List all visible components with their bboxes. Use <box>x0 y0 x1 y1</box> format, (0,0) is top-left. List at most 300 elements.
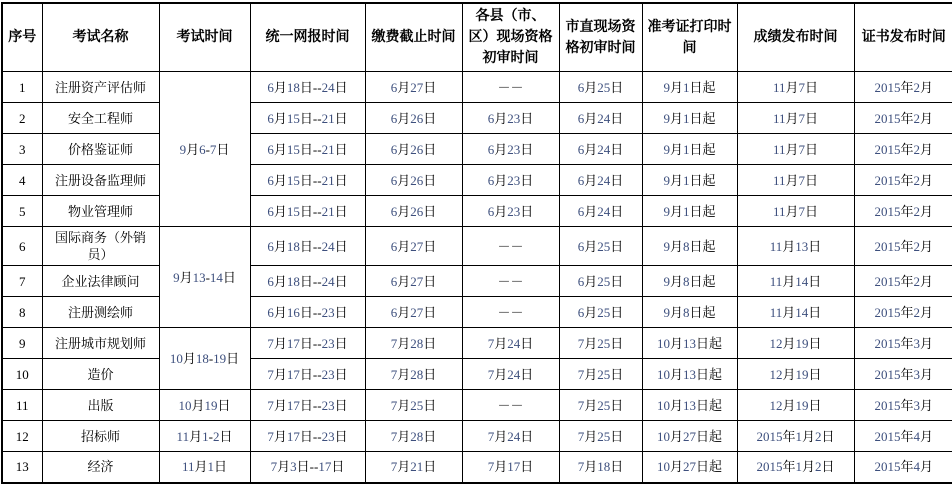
date-number: 7 <box>267 335 274 351</box>
date-number: 2 <box>913 172 920 188</box>
table-row <box>2 328 952 359</box>
date-number: 7 <box>390 335 398 351</box>
date-number: 2015 <box>874 459 901 475</box>
date-number: 2015 <box>756 428 783 444</box>
cell-ticket-print: 10月13日起 <box>642 359 737 390</box>
cell-city-review: 7月25日 <box>559 359 642 390</box>
date-number: 2 <box>913 273 920 289</box>
date-number: 1 <box>795 428 802 444</box>
table-row <box>2 452 952 483</box>
date-number: 24 <box>321 238 335 254</box>
cell-online-reg: 6月18日--24日 <box>250 266 365 297</box>
date-number: 2015 <box>874 238 901 254</box>
date-number: 6 <box>577 238 585 254</box>
table-row <box>2 72 952 103</box>
cell-online-reg: 7月17日--23日 <box>250 390 365 421</box>
date-number: 2 <box>815 459 822 475</box>
date-number: 6 <box>390 141 398 157</box>
cell-score-release: 11月7日 <box>737 196 854 227</box>
cell-county-review: 7月17日 <box>462 452 559 483</box>
date-number: 7 <box>390 366 398 382</box>
date-number: 13 <box>683 335 696 351</box>
date-number: 2 <box>913 203 920 219</box>
date-number: 10 <box>169 351 183 366</box>
date-number: 23 <box>321 335 335 351</box>
cell-no: 11 <box>2 390 42 421</box>
cell-no: 6 <box>2 227 42 266</box>
date-number: 1 <box>202 428 209 444</box>
date-number: 10 <box>656 428 670 444</box>
cell-county-review: －－ <box>462 227 559 266</box>
date-number: 23 <box>507 141 521 157</box>
date-number: 2 <box>913 238 920 254</box>
date-number: 9 <box>663 203 670 219</box>
date-number: 3 <box>913 366 920 382</box>
date-number: 24 <box>321 79 335 95</box>
column-header-ticket-print: 准考证打印时间 <box>642 3 737 72</box>
date-number: 26 <box>410 141 424 157</box>
date-number: 28 <box>410 335 424 351</box>
column-header-city-review: 市直现场资格初审时间 <box>559 3 642 72</box>
column-header-cert-release: 证书发布时间 <box>854 3 952 72</box>
date-number: 25 <box>597 79 611 95</box>
cell-exam-name: 注册测绘师 <box>42 297 159 328</box>
cell-no: 8 <box>2 297 42 328</box>
date-number: 1 <box>683 110 690 126</box>
date-number: 7 <box>577 459 585 475</box>
date-number: 10 <box>656 366 670 382</box>
date-number: 13 <box>192 269 206 285</box>
date-number: 15 <box>286 141 300 157</box>
table-row <box>2 134 952 165</box>
date-number: 2 <box>913 110 920 126</box>
date-number: 6 <box>577 172 585 188</box>
date-number: 24 <box>597 203 611 219</box>
date-number: 9 <box>663 238 670 254</box>
table-row <box>2 421 952 452</box>
date-number: 21 <box>321 110 335 126</box>
date-number: 7 <box>577 428 585 444</box>
date-number: 9 <box>663 172 670 188</box>
table-header <box>2 3 952 72</box>
date-number: 6 <box>487 110 495 126</box>
cell-ticket-print: 9月1日起 <box>642 134 737 165</box>
date-number: 7 <box>487 335 495 351</box>
cell-score-release: 11月14日 <box>737 266 854 297</box>
date-number: 6 <box>199 141 206 157</box>
date-number: 2015 <box>874 428 901 444</box>
cell-online-reg: 6月15日--21日 <box>250 134 365 165</box>
date-number: 27 <box>410 273 424 289</box>
date-number: 27 <box>410 304 424 320</box>
date-number: 28 <box>410 366 424 382</box>
date-number: 11 <box>769 273 783 289</box>
date-number: 6 <box>390 203 398 219</box>
cell-city-review: 6月24日 <box>559 134 642 165</box>
date-number: 7 <box>270 459 278 475</box>
cell-cert-release: 2015年2月 <box>854 72 952 103</box>
date-number: 11 <box>772 172 786 188</box>
date-number: 25 <box>597 397 611 413</box>
date-number: 7 <box>209 141 217 157</box>
cell-county-review: －－ <box>462 72 559 103</box>
cell-no: 1 <box>2 72 42 103</box>
date-number: 21 <box>410 459 424 475</box>
date-number: 7 <box>798 141 806 157</box>
cell-city-review: 6月25日 <box>559 266 642 297</box>
cell-ticket-print: 9月1日起 <box>642 165 737 196</box>
date-number: 25 <box>597 335 611 351</box>
date-number: 7 <box>267 366 274 382</box>
date-number: 8 <box>683 238 690 254</box>
date-number: 1 <box>683 79 690 95</box>
date-number: 27 <box>410 79 424 95</box>
date-number: 6 <box>267 110 274 126</box>
cell-ticket-print: 9月8日起 <box>642 266 737 297</box>
page <box>0 2 952 494</box>
cell-pay-deadline: 6月27日 <box>365 297 462 328</box>
date-number: 12 <box>769 335 783 351</box>
cell-county-review: 6月23日 <box>462 196 559 227</box>
date-number: 6 <box>267 172 274 188</box>
date-number: 8 <box>683 304 690 320</box>
table-row <box>2 103 952 134</box>
cell-score-release: 12月19日 <box>737 390 854 421</box>
date-number: 8 <box>683 273 690 289</box>
cell-pay-deadline: 7月28日 <box>365 359 462 390</box>
cell-online-reg: 6月15日--21日 <box>250 196 365 227</box>
table-row <box>2 359 952 390</box>
date-number: 10 <box>656 459 670 475</box>
cell-exam-name: 出版 <box>42 390 159 421</box>
cell-pay-deadline: 7月28日 <box>365 421 462 452</box>
cell-online-reg: 6月18日--24日 <box>250 227 365 266</box>
date-number: 6 <box>390 273 398 289</box>
date-number: 11 <box>772 79 786 95</box>
date-number: 7 <box>487 459 495 475</box>
date-number: 7 <box>487 366 495 382</box>
cell-cert-release: 2015年2月 <box>854 266 952 297</box>
cell-score-release: 12月19日 <box>737 328 854 359</box>
cell-online-reg: 7月17日--23日 <box>250 359 365 390</box>
date-number: 26 <box>410 172 424 188</box>
date-number: 23 <box>507 203 521 219</box>
cell-exam-name: 国际商务（外销员） <box>42 227 159 266</box>
cell-no: 12 <box>2 421 42 452</box>
date-number: 27 <box>683 428 696 444</box>
date-number: 15 <box>286 172 300 188</box>
table-row <box>2 165 952 196</box>
cell-city-review: 6月25日 <box>559 227 642 266</box>
date-number: 3 <box>290 459 297 475</box>
date-number: 13 <box>795 238 809 254</box>
cell-pay-deadline: 7月28日 <box>365 328 462 359</box>
date-number: 24 <box>597 110 611 126</box>
cell-score-release: 11月7日 <box>737 134 854 165</box>
date-number: 4 <box>913 459 920 475</box>
date-number: 6 <box>577 141 585 157</box>
cell-city-review: 6月25日 <box>559 72 642 103</box>
date-number: 6 <box>267 141 274 157</box>
cell-exam-name: 企业法律顾问 <box>42 266 159 297</box>
date-number: 1 <box>795 459 802 475</box>
date-number: 18 <box>286 273 300 289</box>
cell-pay-deadline: 6月26日 <box>365 196 462 227</box>
date-number: 2 <box>212 428 220 444</box>
date-number: 6 <box>267 304 274 320</box>
date-number: 6 <box>390 238 398 254</box>
cell-online-reg: 7月3日--17日 <box>250 452 365 483</box>
date-number: 2 <box>913 79 920 95</box>
date-number: 11 <box>176 428 190 444</box>
cell-score-release: 11月7日 <box>737 72 854 103</box>
date-number: 13 <box>683 366 696 382</box>
date-number: 2015 <box>874 397 901 413</box>
cell-ticket-print: 9月8日起 <box>642 297 737 328</box>
cell-pay-deadline: 6月27日 <box>365 227 462 266</box>
table-body <box>2 72 952 483</box>
date-number: 6 <box>577 203 585 219</box>
cell-cert-release: 2015年2月 <box>854 103 952 134</box>
date-number: 24 <box>597 141 611 157</box>
date-number: 23 <box>321 366 335 382</box>
cell-cert-release: 2015年4月 <box>854 421 952 452</box>
cell-city-review: 7月25日 <box>559 328 642 359</box>
cell-no: 3 <box>2 134 42 165</box>
cell-online-reg: 6月18日--24日 <box>250 72 365 103</box>
cell-online-reg: 6月15日--21日 <box>250 165 365 196</box>
cell-city-review: 6月25日 <box>559 297 642 328</box>
date-number: 24 <box>507 366 521 382</box>
column-header-exam-name: 考试名称 <box>42 3 159 72</box>
date-number: 25 <box>597 304 611 320</box>
cell-cert-release: 2015年3月 <box>854 328 952 359</box>
date-number: 19 <box>213 351 227 366</box>
cell-exam-name: 价格鉴证师 <box>42 134 159 165</box>
date-number: 2015 <box>874 110 901 126</box>
cell-exam-name: 注册设备监理师 <box>42 165 159 196</box>
date-number: 3 <box>913 335 920 351</box>
date-number: 25 <box>410 397 424 413</box>
date-number: 7 <box>798 172 806 188</box>
cell-cert-release: 2015年3月 <box>854 390 952 421</box>
cell-exam-time: 11月1-2日 <box>159 421 250 452</box>
date-number: 19 <box>795 397 809 413</box>
cell-score-release: 2015年1月2日 <box>737 421 854 452</box>
date-number: 17 <box>286 428 300 444</box>
date-number: 11 <box>772 110 786 126</box>
date-number: 1 <box>683 203 690 219</box>
date-number: 12 <box>769 366 783 382</box>
date-number: 7 <box>487 428 495 444</box>
cell-cert-release: 2015年2月 <box>854 297 952 328</box>
date-number: 27 <box>410 238 424 254</box>
date-number: 2015 <box>756 459 783 475</box>
date-number: 14 <box>209 269 223 285</box>
cell-pay-deadline: 6月26日 <box>365 103 462 134</box>
date-number: 6 <box>267 203 274 219</box>
date-number: 7 <box>577 397 585 413</box>
cell-ticket-print: 10月13日起 <box>642 328 737 359</box>
cell-no: 9 <box>2 328 42 359</box>
date-number: 2015 <box>874 273 901 289</box>
date-number: 23 <box>321 428 335 444</box>
date-number: 13 <box>683 397 696 413</box>
date-number: 6 <box>577 273 585 289</box>
cell-pay-deadline: 6月27日 <box>365 72 462 103</box>
table-row <box>2 297 952 328</box>
cell-city-review: 6月24日 <box>559 165 642 196</box>
cell-cert-release: 2015年2月 <box>854 227 952 266</box>
cell-exam-name: 招标师 <box>42 421 159 452</box>
date-number: 24 <box>597 172 611 188</box>
date-number: 9 <box>173 269 180 285</box>
cell-cert-release: 2015年2月 <box>854 134 952 165</box>
date-number: 6 <box>267 79 274 95</box>
cell-cert-release: 2015年3月 <box>854 359 952 390</box>
date-number: 2015 <box>874 172 901 188</box>
date-number: 9 <box>663 79 670 95</box>
date-number: 15 <box>286 110 300 126</box>
date-number: 2 <box>913 141 920 157</box>
cell-cert-release: 2015年2月 <box>854 165 952 196</box>
date-number: 16 <box>286 304 300 320</box>
date-number: 2015 <box>874 203 901 219</box>
date-number: 18 <box>286 238 300 254</box>
column-header-score-release: 成绩发布时间 <box>737 3 854 72</box>
date-number: 19 <box>795 366 809 382</box>
cell-county-review: 7月24日 <box>462 421 559 452</box>
date-number: 9 <box>663 110 670 126</box>
date-number: 4 <box>913 428 920 444</box>
date-number: 10 <box>656 335 670 351</box>
date-number: 6 <box>267 273 274 289</box>
date-number: 17 <box>286 335 300 351</box>
cell-county-review: 6月23日 <box>462 165 559 196</box>
date-number: 18 <box>286 79 300 95</box>
cell-city-review: 7月25日 <box>559 421 642 452</box>
cell-pay-deadline: 7月25日 <box>365 390 462 421</box>
cell-pay-deadline: 7月21日 <box>365 452 462 483</box>
cell-city-review: 6月24日 <box>559 103 642 134</box>
date-number: 12 <box>769 397 783 413</box>
date-number: 24 <box>507 428 521 444</box>
date-number: 24 <box>507 335 521 351</box>
date-number: 17 <box>318 459 332 475</box>
date-number: 27 <box>683 459 696 475</box>
cell-pay-deadline: 6月26日 <box>365 165 462 196</box>
cell-pay-deadline: 6月26日 <box>365 134 462 165</box>
date-number: 17 <box>286 397 300 413</box>
date-number: 21 <box>321 203 335 219</box>
cell-ticket-print: 10月13日起 <box>642 390 737 421</box>
date-number: 9 <box>663 141 670 157</box>
cell-county-review: 6月23日 <box>462 103 559 134</box>
cell-exam-time: 10月18-19日 <box>159 328 250 390</box>
column-header-online-reg: 统一网报时间 <box>250 3 365 72</box>
cell-exam-time: 9月13-14日 <box>159 227 250 328</box>
date-number: 9 <box>179 141 187 157</box>
date-number: 18 <box>195 351 209 366</box>
date-number: 23 <box>507 172 521 188</box>
date-number: 7 <box>390 428 398 444</box>
table-row <box>2 227 952 266</box>
date-number: 11 <box>769 304 783 320</box>
date-number: 26 <box>410 110 424 126</box>
date-number: 6 <box>577 304 585 320</box>
date-number: 11 <box>769 238 783 254</box>
date-number: 17 <box>507 459 521 475</box>
date-number: 11 <box>181 459 195 475</box>
cell-exam-name: 安全工程师 <box>42 103 159 134</box>
header-row <box>2 3 952 72</box>
date-number: 7 <box>798 79 806 95</box>
date-number: 9 <box>663 304 670 320</box>
cell-county-review: 6月23日 <box>462 134 559 165</box>
date-number: 6 <box>577 79 585 95</box>
date-number: 2015 <box>874 79 901 95</box>
cell-score-release: 12月19日 <box>737 359 854 390</box>
cell-ticket-print: 9月1日起 <box>642 196 737 227</box>
date-number: 7 <box>798 203 806 219</box>
date-number: 14 <box>795 304 809 320</box>
cell-no: 13 <box>2 452 42 483</box>
date-number: 2015 <box>874 304 901 320</box>
cell-exam-name: 注册城市规划师 <box>42 328 159 359</box>
cell-online-reg: 7月17日--23日 <box>250 328 365 359</box>
cell-county-review: 7月24日 <box>462 328 559 359</box>
date-number: 1 <box>683 141 690 157</box>
date-number: 9 <box>663 273 670 289</box>
date-number: 3 <box>913 397 920 413</box>
cell-city-review: 6月24日 <box>559 196 642 227</box>
date-number: 17 <box>286 366 300 382</box>
exam-schedule-table <box>1 2 952 484</box>
date-number: 6 <box>577 110 585 126</box>
date-number: 14 <box>795 273 809 289</box>
date-number: 11 <box>772 203 786 219</box>
date-number: 10 <box>656 397 670 413</box>
date-number: 23 <box>321 304 335 320</box>
date-number: 1 <box>683 172 690 188</box>
date-number: 11 <box>772 141 786 157</box>
cell-pay-deadline: 6月27日 <box>365 266 462 297</box>
table-row <box>2 266 952 297</box>
cell-ticket-print: 9月1日起 <box>642 72 737 103</box>
cell-county-review: 7月24日 <box>462 359 559 390</box>
cell-score-release: 11月7日 <box>737 103 854 134</box>
date-number: 19 <box>795 335 809 351</box>
cell-no: 2 <box>2 103 42 134</box>
date-number: 7 <box>577 335 585 351</box>
cell-ticket-print: 9月8日起 <box>642 227 737 266</box>
date-number: 6 <box>267 238 274 254</box>
cell-score-release: 11月14日 <box>737 297 854 328</box>
date-number: 26 <box>410 203 424 219</box>
date-number: 28 <box>410 428 424 444</box>
date-number: 6 <box>390 172 398 188</box>
cell-ticket-print: 10月27日起 <box>642 421 737 452</box>
date-number: 25 <box>597 366 611 382</box>
date-number: 19 <box>204 397 218 413</box>
cell-ticket-print: 9月1日起 <box>642 103 737 134</box>
column-header-exam-time: 考试时间 <box>159 3 250 72</box>
cell-exam-time: 10月19日 <box>159 390 250 421</box>
cell-cert-release: 2015年2月 <box>854 196 952 227</box>
cell-score-release: 11月7日 <box>737 165 854 196</box>
cell-online-reg: 6月16日--23日 <box>250 297 365 328</box>
cell-ticket-print: 10月27日起 <box>642 452 737 483</box>
